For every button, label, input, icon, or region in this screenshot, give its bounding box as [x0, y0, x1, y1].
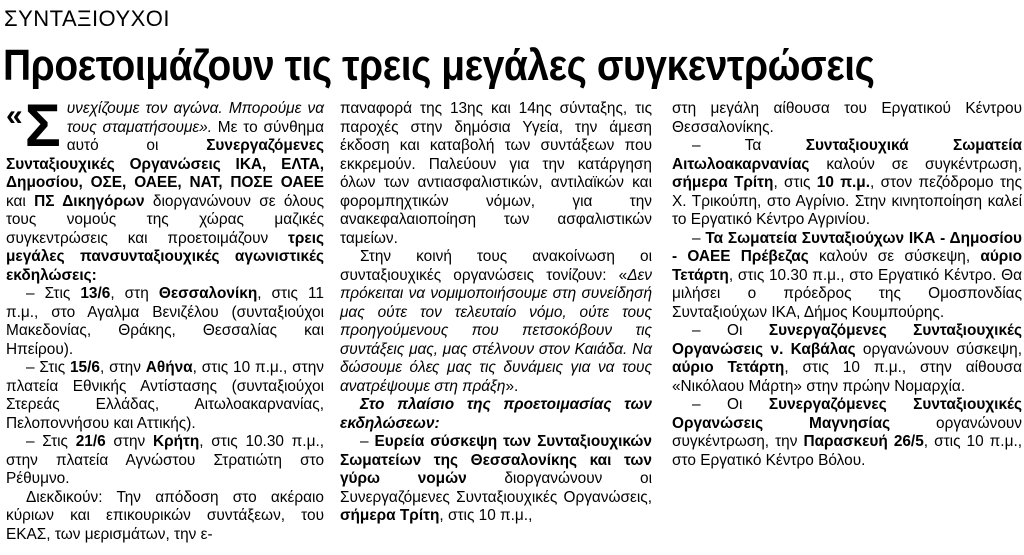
meeting-thessaloniki: – Ευρεία σύσκεψη των Συνταξιουχικών Σωματείων της Θεσσαλονίκης και των γύρω νομών διοργανώνουν οι Συνεργαζόμενες Συνταξιουχικές Οργανώσεις, σήμερα Τρίτη, στις 10 π.μ., — [340, 433, 652, 524]
event-athens: – Στις 15/6, στην Αθήνα, στις 10 π.μ., στην πλατεία Εθνικής Αντίστασης (συνταξιούχοι Στερεάς Ελλάδας, Αιτωλοακαρνανίας, Πελοποννήσου και Αττικής). — [6, 359, 324, 432]
gathering-agrinio: – Τα Συνταξιουχικά Σωματεία Αιτωλοακαρνανίας καλούν σε συγκέντρωση, σήμερα Τρίτη, στις 10 π.μ., στον πεζόδρομο της Χ. Τρικούπη, στο Αγρίνιο. Στην κινητοποίηση καλεί το Εργατικό Κέντρο Αγρινίου. — [672, 137, 1022, 228]
gathering-magnesia: – Οι Συνεργαζόμενες Συνταξιουχικές Οργανώσεις Μαγνησίας οργανώνουν συγκέντρωση, την Παρασκευή 26/5, στις 10 π.μ., στο Εργατικό Κέντρο Βόλου. — [672, 396, 1022, 469]
drop-cap: Σ — [24, 92, 61, 159]
lead-quote: υνεχίζουμε τον αγώνα. Μπορούμε να τους σταματήσουμε». — [66, 100, 324, 136]
article-column-1 — [6, 92, 324, 544]
headline: Προετοιμάζουν τις τρεις μεγάλες συγκεντρώσεις — [3, 41, 875, 90]
meeting-preveza: – Τα Σωματεία Συνταξιούχων ΙΚΑ - Δημοσίου - ΟΑΕΕ Πρέβεζας καλούν σε σύσκεψη, αύριο Τετάρτη, στις 10.30 π.μ., στο Εργατικό Κέντρο. Θα μιλήσει ο πρόεδρος της Ομοσπονδίας Συνταξιούχων ΙΚΑ, Δήμος Κουμπούρης. — [672, 229, 1022, 321]
lead-paragraph: « Σ υνεχίζουμε τον αγώνα. Μπορούμε να τους σταματήσουμε». Με το σύνθημα αυτό οι Συνεργαζόμενες Συνταξιουχικές Οργανώσεις ΙΚΑ, ΕΛΤΑ, Δημοσίου, ΟΣΕ, ΟΑΕΕ, ΝΑΤ, ΠΟΣΕ ΟΑΕΕ και ΠΣ Δικηγόρων διοργανώνουν σε όλους τους νομούς της χώρας μαζικές συγκεντρώσεις και προετοιμάζουν τρεις μεγάλες πανσυνταξιουχικές αγωνιστικές εκδηλώσεις: — [6, 92, 324, 284]
demands-continued: παναφορά της 13ης και 14ης σύνταξης, τις παροχές στην δημόσια Υγεία, την άμεση έκδοση και καταβολή των συντάξεων που εκκρεμούν. Παλεύουν για την κατάργηση όλων των αντιασφαλιστικών, αντιλαϊκών και φορομπηχτικών νόμων, για την ανακεφαλαιοποίηση των ασφαλιστικών ταμείων. — [340, 100, 652, 247]
joint-announcement: Στην κοινή τους ανακοίνωση οι συνταξιουχικές οργανώσεις τονίζουν: «Δεν πρόκειται να νομιμοποιήσουμε στη συνείδησή μας ούτε τον τελευταίο νόμο, ούτε τους προηγούμενους που πετσοκόβουν τις συντάξεις μας, μας στέλνουν στον Καιάδα. Να δώσουμε όλες μας τις δυνάμεις για να τους ανατρέψουμε στη πράξη». — [340, 248, 652, 395]
event-crete: – Στις 21/6 στην Κρήτη, στις 10.30 π.μ., στην πλατεία Αγνώστου Στρατιώτη στο Ρέθυμνο. — [6, 433, 324, 487]
event-thessaloniki: – Στις 13/6, στη Θεσσαλονίκη, στις 11 π.μ., στο Αγαλμα Βενιζέλου (συνταξιούχοι Μακεδονίας, Θράκης, Θεσσαλίας και Ηπείρου). — [6, 285, 324, 358]
meeting-thessaloniki-continued: στη μεγάλη αίθουσα του Εργατικού Κέντρου Θεσσαλονίκης. — [672, 100, 1022, 136]
section-kicker: ΣΥΝΤΑΞΙΟΥΧΟΙ — [4, 6, 171, 31]
article-column-2 — [340, 100, 652, 526]
announcement-quote: Δεν πρόκειται να νομιμοποιήσουμε στη συνείδησή μας ούτε τον τελευταίο νόμο, ούτε τους προηγούμενους που πετσοκόβουν τις συντάξεις μας, μας στέλνουν στον Καιάδα. Να δώσουμε όλες μας τις δυνάμεις για να τους ανατρέψουμε στη πράξη — [340, 266, 652, 395]
events-intro-bold: τρεις μεγάλες πανσυνταξιουχικές αγωνιστικές εκδηλώσεις: — [6, 229, 324, 284]
demands-paragraph: Διεκδικούν: Την απόδοση στο ακέραιο κύριων και επικουρικών συντάξεων, του ΕΚΑΣ, των μερισμάτων, την ε- — [6, 488, 324, 543]
opening-quote-mark: « — [6, 99, 23, 132]
article-column-3 — [672, 100, 1022, 470]
meeting-kavala: – Οι Συνεργαζόμενες Συνταξιουχικές Οργανώσεις ν. Καβάλας οργανώνουν σύσκεψη, αύριο Τετάρτη, στις 10 π.μ., στην αίθουσα «Νικόλαου Μάρτη» στην πρώην Νομαρχία. — [672, 322, 1022, 395]
preparation-heading: Στο πλαίσιο της προετοιμασίας των εκδηλώσεων: — [340, 396, 652, 432]
organizations-bold: Συνεργαζόμενες Συνταξιουχικές Οργανώσεις ΙΚΑ, ΕΛΤΑ, Δημοσίου, ΟΣΕ, ΟΑΕΕ, ΝΑΤ, ΠΟΣΕ ΟΑΕΕ — [6, 137, 324, 191]
